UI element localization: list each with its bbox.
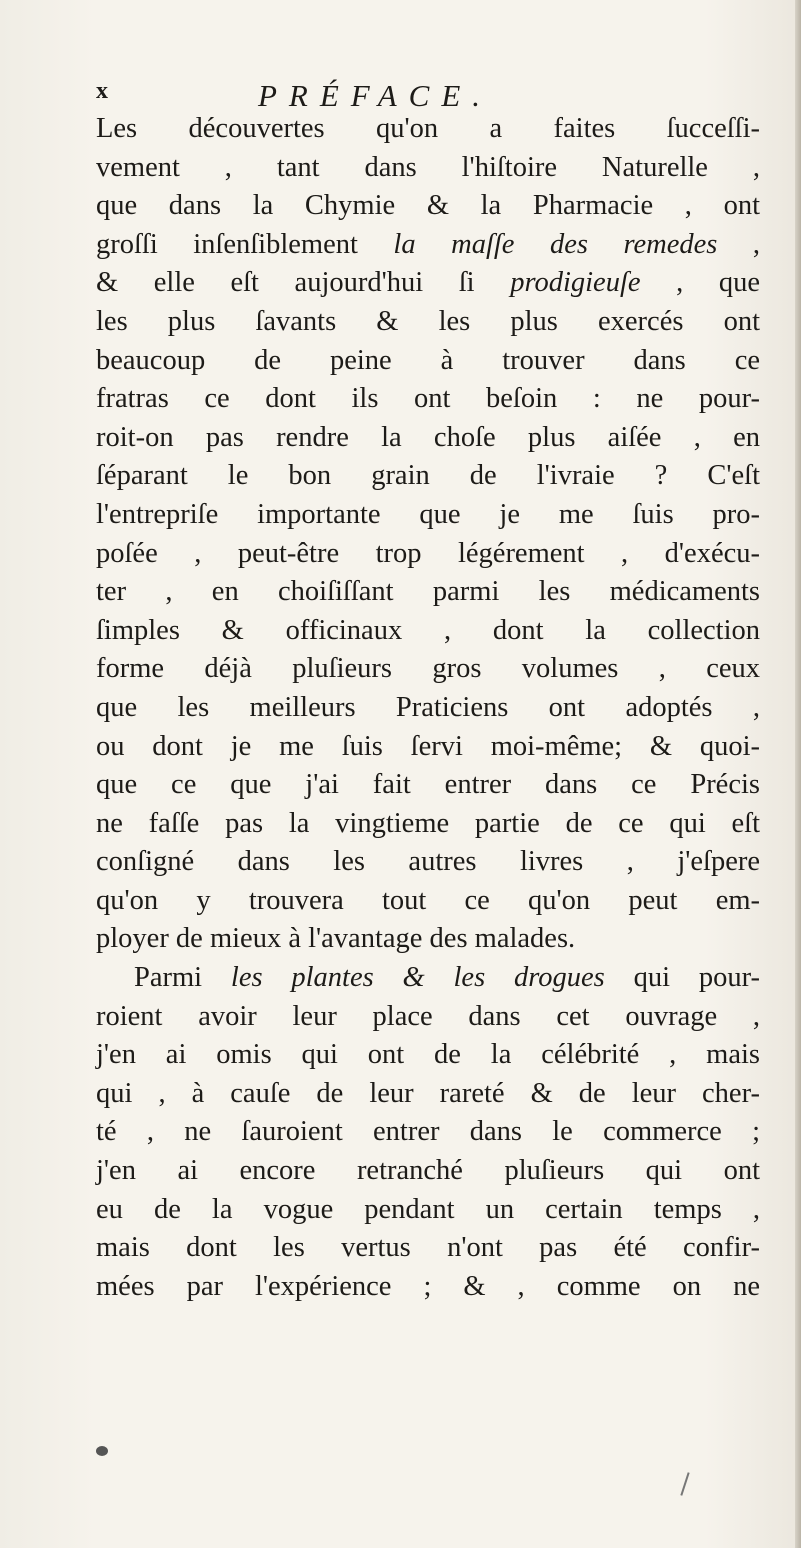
italic-phrase: prodigieuſe <box>510 267 641 299</box>
text-line: que ce que j'ai fait entrer dans ce Précis <box>96 769 760 801</box>
text-line: que dans la Chymie & la Pharmacie , ont <box>96 190 760 222</box>
text-line: fratras ce dont ils ont beſoin : ne pour- <box>96 383 760 415</box>
text-line: té , ne ſauroient entrer dans le commerce ; <box>96 1116 760 1148</box>
text-line: ne faſſe pas la vingtieme partie de ce qui eſt <box>96 807 760 839</box>
text-line: ter , en choiſiſſant parmi les médicaments <box>96 576 760 608</box>
text-line: j'en ai encore retranché pluſieurs qui ont <box>96 1155 760 1187</box>
text-line: mais dont les vertus n'ont pas été confir- <box>96 1232 760 1264</box>
text-line: j'en ai omis qui ont de la célébrité , mais <box>96 1039 760 1071</box>
ink-mark <box>680 1472 689 1495</box>
text-line: ou dont je me ſuis ſervi moi-même; & quoi- <box>96 730 760 762</box>
ink-spot <box>96 1446 108 1456</box>
text-line: les plus ſavants & les plus exercés ont <box>96 305 760 337</box>
text-line: Les découvertes qu'on a faites ſucceſſi- <box>96 113 760 144</box>
text-line: roient avoir leur place dans cet ouvrage , <box>96 1000 760 1032</box>
text-line: eu de la vogue pendant un certain temps , <box>96 1193 760 1225</box>
text-line: qui , à cauſe de leur rareté & de leur cher- <box>96 1077 760 1109</box>
italic-phrase: la maſſe des remedes <box>393 228 718 260</box>
body-text <box>96 110 760 1306</box>
text-line: roit-on pas rendre la choſe plus aiſée , en <box>96 421 760 453</box>
running-head: PRÉFACE. <box>258 78 493 113</box>
text-line: ſéparant le bon grain de l'ivraie ? C'eſt <box>96 460 760 492</box>
text-line: & elle eſt aujourd'hui ſi prodigieuſe , que <box>96 267 760 299</box>
text-line: que les meilleurs Praticiens ont adoptés , <box>96 691 760 723</box>
italic-phrase: les plantes & les drogues <box>230 962 605 994</box>
text-line: ſimples & officinaux , dont la collection <box>96 614 760 646</box>
text-line: beaucoup de peine à trouver dans ce <box>96 344 760 376</box>
text-line: qu'on y trouvera tout ce qu'on peut em- <box>96 884 760 916</box>
page-number: x <box>96 78 108 104</box>
text-line: ployer de mieux à l'avantage des malades. <box>96 923 576 955</box>
text-line: Parmi les plantes & les drogues qui pour- <box>134 962 760 994</box>
text-line: conſigné dans les autres livres , j'eſpere <box>96 846 760 878</box>
text-line: l'entrepriſe importante que je me ſuis pro- <box>96 498 760 530</box>
page-edge <box>795 0 801 1548</box>
text-line: vement , tant dans l'hiſtoire Naturelle , <box>96 151 760 183</box>
text-line: poſée , peut-être trop légérement , d'exécu- <box>96 537 760 569</box>
text-line: forme déjà pluſieurs gros volumes , ceux <box>96 653 760 685</box>
text-line: groſſi inſenſiblement la maſſe des remedes , <box>96 228 761 260</box>
text-line: mées par l'expérience ; & , comme on ne <box>96 1270 760 1302</box>
